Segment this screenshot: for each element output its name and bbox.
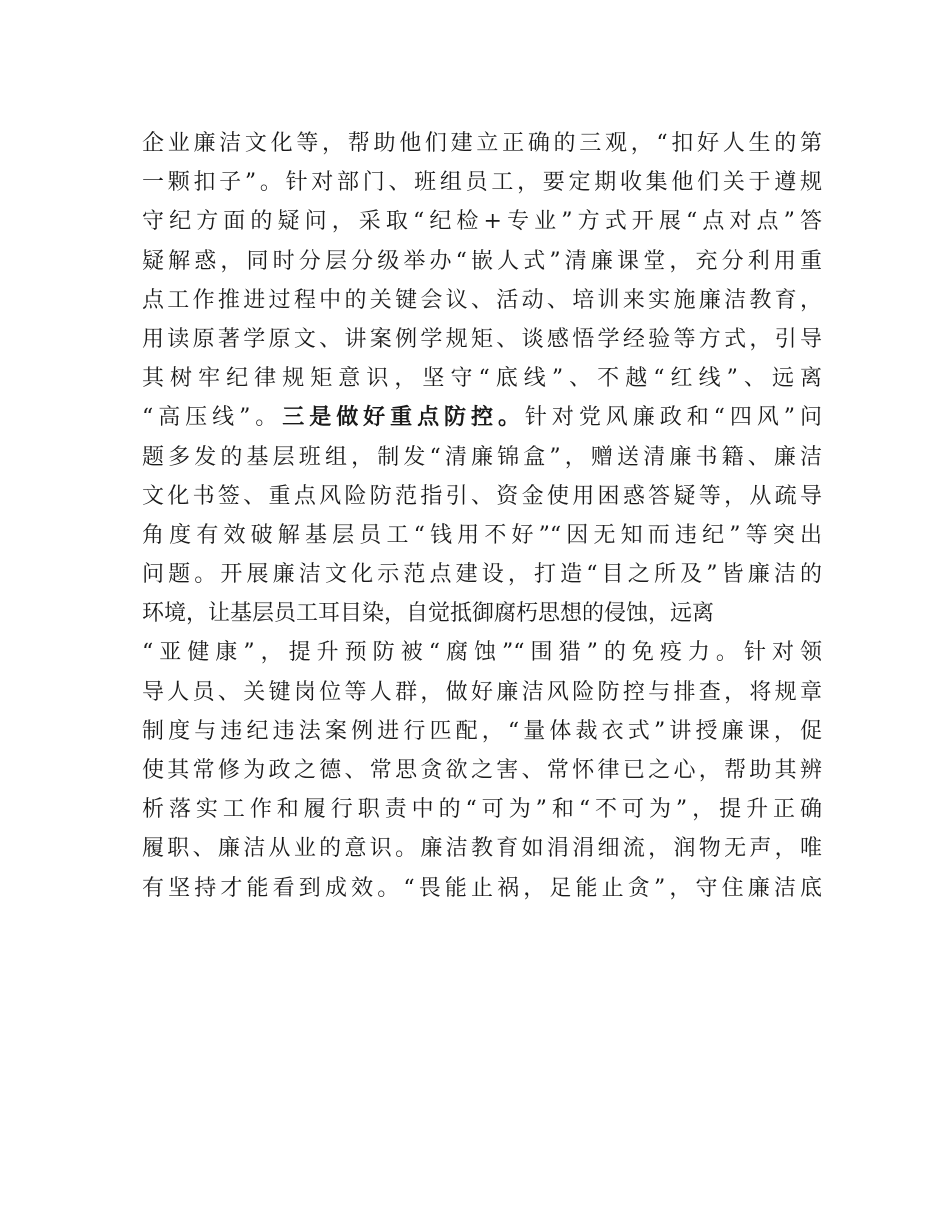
text-line-9: 题多发的基层班组，制发“清廉锦盒”，赠送清廉书籍、廉洁 — [142, 444, 822, 470]
text-line-5: 点工作推进过程中的关键会议、活动、培训来实施廉洁教育， — [142, 287, 822, 313]
text-line-3: 守纪方面的疑问，采取“纪检+专业”方式开展“点对点”答 — [142, 209, 822, 235]
text-line-1: 企业廉洁文化等，帮助他们建立正确的三观，“扣好人生的第 — [142, 131, 822, 156]
text-line-2: 一颗扣子”。针对部门、班组员工，要定期收集他们关于遵规 — [142, 170, 822, 196]
text-line-19: 履职、廉洁从业的意识。廉洁教育如涓涓细流，润物无声，唯 — [142, 836, 822, 862]
text-line-20: 有坚持才能看到成效。“畏能止祸，足能止贪”，守住廉洁底 — [142, 875, 822, 901]
text-line-4: 疑解惑，同时分层分级举办“嵌人式”清廉课堂，充分利用重 — [142, 248, 822, 274]
text-line-15: 导人员、关键岗位等人群，做好廉洁风险防控与排查，将规章 — [142, 679, 822, 705]
text-line-12: 问题。开展廉洁文化示范点建设，打造“目之所及”皆廉洁的 — [142, 562, 822, 588]
text-line-11: 角度有效破解基层员工“钱用不好”“因无知而违纪”等突出 — [142, 522, 822, 548]
text-line-8-before: “高压线”。 — [142, 405, 283, 431]
text-line-8 — [142, 398, 822, 437]
bold-heading: 三是做好重点防控。 — [282, 404, 525, 431]
text-line-10: 文化书签、重点风险防范指引、资金使用困惑答疑等，从疏导 — [142, 483, 822, 509]
text-line-6: 用读原著学原文、讲案例学规矩、谈感悟学经验等方式，引导 — [142, 326, 822, 352]
text-line-16: 制度与违纪违法案例进行匹配，“量体裁衣式”讲授廉课，促 — [142, 718, 822, 744]
body-text — [142, 124, 822, 908]
text-line-8-after: 针对党风廉政和“四风”问 — [524, 405, 822, 431]
text-line-17: 使其常修为政之德、常思贪欲之害、常怀律已之心，帮助其辨 — [142, 758, 822, 783]
text-line-7: 其树牢纪律规矩意识，坚守“底线”、不越“红线”、远离 — [142, 366, 822, 392]
text-line-13: 环境，让基层员工耳目染，自觉抵御腐朽思想的侵蚀，远离 — [142, 601, 715, 627]
text-line-14: “亚健康”，提升预防被“腐蚀”“围猎”的免疫力。针对领 — [142, 640, 822, 666]
text-line-18: 析落实工作和履行职责中的“可为”和“不可为”，提升正确 — [142, 797, 822, 823]
